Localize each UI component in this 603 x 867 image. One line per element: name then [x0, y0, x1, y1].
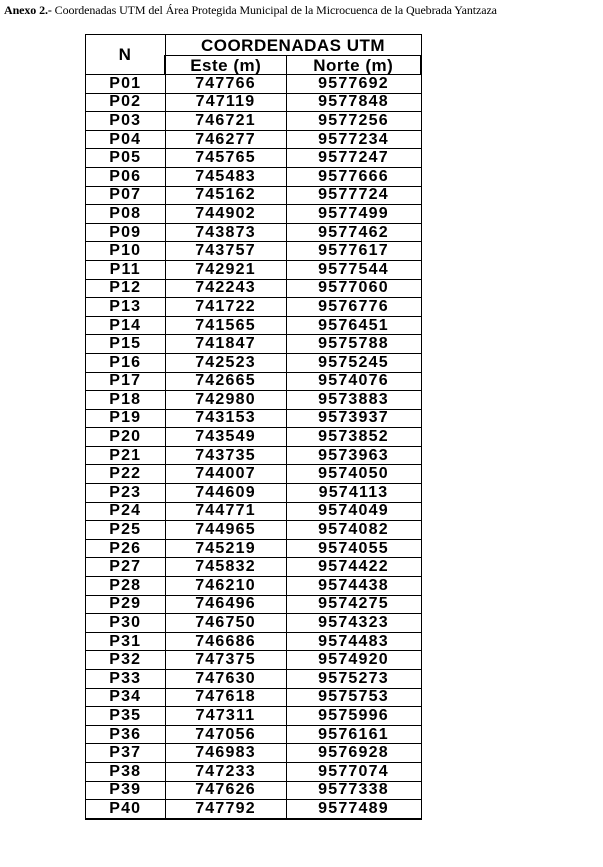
- point-id-cell: P13: [86, 298, 166, 317]
- table-row: [86, 725, 422, 744]
- norte-cell: 9574275: [286, 595, 421, 614]
- table-row: [86, 614, 422, 633]
- point-id-cell: P12: [86, 279, 166, 298]
- table-row: [86, 353, 422, 372]
- table-row: [86, 744, 422, 763]
- table-row: [86, 149, 422, 168]
- point-id-cell: P40: [86, 800, 166, 819]
- point-id-cell: P39: [86, 781, 166, 800]
- table-row: [86, 781, 422, 800]
- este-cell: 747792: [165, 800, 286, 819]
- este-cell: 747375: [165, 651, 286, 670]
- norte-cell: 9577489: [286, 800, 421, 819]
- norte-cell: 9577666: [286, 167, 421, 186]
- norte-cell: 9577462: [286, 223, 421, 242]
- table-row: [86, 502, 422, 521]
- table-row: [86, 167, 422, 186]
- point-id-cell: P11: [86, 260, 166, 279]
- point-id-cell: P29: [86, 595, 166, 614]
- point-id-cell: P14: [86, 316, 166, 335]
- norte-cell: 9575996: [286, 707, 421, 726]
- norte-cell: 9574422: [286, 558, 421, 577]
- point-id-cell: P26: [86, 539, 166, 558]
- este-cell: 744771: [165, 502, 286, 521]
- table-row: [86, 446, 422, 465]
- table-row: [86, 75, 422, 94]
- header-n: N: [86, 35, 166, 75]
- point-id-cell: P33: [86, 670, 166, 689]
- point-id-cell: P16: [86, 353, 166, 372]
- este-cell: 744902: [165, 205, 286, 224]
- point-id-cell: P10: [86, 242, 166, 261]
- este-cell: 742921: [165, 260, 286, 279]
- table-row: [86, 539, 422, 558]
- este-cell: 741722: [165, 298, 286, 317]
- norte-cell: 9577724: [286, 186, 421, 205]
- norte-cell: 9576451: [286, 316, 421, 335]
- table-row: [86, 316, 422, 335]
- este-cell: 747766: [165, 75, 286, 94]
- point-id-cell: P25: [86, 521, 166, 540]
- este-cell: 746983: [165, 744, 286, 763]
- este-cell: 743873: [165, 223, 286, 242]
- point-id-cell: P38: [86, 762, 166, 781]
- point-id-cell: P37: [86, 744, 166, 763]
- point-id-cell: P08: [86, 205, 166, 224]
- table-row: [86, 595, 422, 614]
- point-id-cell: P07: [86, 186, 166, 205]
- este-cell: 747630: [165, 670, 286, 689]
- norte-cell: 9577338: [286, 781, 421, 800]
- table-row: [86, 558, 422, 577]
- este-cell: 746750: [165, 614, 286, 633]
- norte-cell: 9574920: [286, 651, 421, 670]
- caption-text: Coordenadas UTM del Área Protegida Municipal de la Microcuenca de la Quebrada Yantzaza: [54, 3, 497, 17]
- norte-cell: 9577617: [286, 242, 421, 261]
- este-cell: 741565: [165, 316, 286, 335]
- table-row: [86, 372, 422, 391]
- este-cell: 746686: [165, 632, 286, 651]
- norte-cell: 9577256: [286, 112, 421, 131]
- norte-cell: 9577234: [286, 130, 421, 149]
- norte-cell: 9573883: [286, 391, 421, 410]
- norte-cell: 9573852: [286, 428, 421, 447]
- este-cell: 745765: [165, 149, 286, 168]
- norte-cell: 9574076: [286, 372, 421, 391]
- table-row: [86, 465, 422, 484]
- point-id-cell: P35: [86, 707, 166, 726]
- este-cell: 747056: [165, 725, 286, 744]
- point-id-cell: P05: [86, 149, 166, 168]
- este-cell: 744965: [165, 521, 286, 540]
- norte-cell: 9576776: [286, 298, 421, 317]
- point-id-cell: P32: [86, 651, 166, 670]
- este-cell: 746496: [165, 595, 286, 614]
- norte-cell: 9574082: [286, 521, 421, 540]
- table-row: [86, 279, 422, 298]
- table-row: [86, 112, 422, 131]
- point-id-cell: P04: [86, 130, 166, 149]
- table-row: [86, 521, 422, 540]
- point-id-cell: P17: [86, 372, 166, 391]
- este-cell: 746210: [165, 577, 286, 596]
- norte-cell: 9577692: [286, 75, 421, 94]
- table-row: [86, 186, 422, 205]
- table-row: [86, 242, 422, 261]
- este-cell: 741847: [165, 335, 286, 354]
- caption-label: Anexo 2.-: [4, 3, 52, 17]
- document-caption: [4, 3, 497, 18]
- este-cell: 744007: [165, 465, 286, 484]
- table-row: [86, 130, 422, 149]
- table-row: [86, 577, 422, 596]
- norte-cell: 9574438: [286, 577, 421, 596]
- point-id-cell: P06: [86, 167, 166, 186]
- norte-cell: 9574050: [286, 465, 421, 484]
- norte-cell: 9577499: [286, 205, 421, 224]
- point-id-cell: P21: [86, 446, 166, 465]
- point-id-cell: P24: [86, 502, 166, 521]
- utm-coordinates-table: [85, 34, 422, 820]
- table-row: [86, 409, 422, 428]
- point-id-cell: P20: [86, 428, 166, 447]
- point-id-cell: P31: [86, 632, 166, 651]
- norte-cell: 9577060: [286, 279, 421, 298]
- norte-cell: 9577848: [286, 93, 421, 112]
- table-row: [86, 260, 422, 279]
- table-row: [86, 651, 422, 670]
- norte-cell: 9575788: [286, 335, 421, 354]
- table-row: [86, 484, 422, 503]
- point-id-cell: P30: [86, 614, 166, 633]
- header-norte: Norte (m): [286, 56, 421, 75]
- table-header: [86, 35, 422, 75]
- este-cell: 746721: [165, 112, 286, 131]
- table-row: [86, 632, 422, 651]
- este-cell: 743549: [165, 428, 286, 447]
- point-id-cell: P09: [86, 223, 166, 242]
- norte-cell: 9577247: [286, 149, 421, 168]
- table-row: [86, 670, 422, 689]
- point-id-cell: P02: [86, 93, 166, 112]
- este-cell: 742523: [165, 353, 286, 372]
- este-cell: 747618: [165, 688, 286, 707]
- este-cell: 747119: [165, 93, 286, 112]
- este-cell: 743757: [165, 242, 286, 261]
- este-cell: 747626: [165, 781, 286, 800]
- norte-cell: 9576928: [286, 744, 421, 763]
- este-cell: 745162: [165, 186, 286, 205]
- norte-cell: 9574323: [286, 614, 421, 633]
- table-body: [86, 75, 422, 819]
- table-row: [86, 298, 422, 317]
- table-row: [86, 335, 422, 354]
- point-id-cell: P27: [86, 558, 166, 577]
- table-row: [86, 707, 422, 726]
- este-cell: 745832: [165, 558, 286, 577]
- point-id-cell: P03: [86, 112, 166, 131]
- table-row: [86, 223, 422, 242]
- norte-cell: 9577544: [286, 260, 421, 279]
- este-cell: 747233: [165, 762, 286, 781]
- point-id-cell: P23: [86, 484, 166, 503]
- norte-cell: 9575753: [286, 688, 421, 707]
- table-row: [86, 800, 422, 819]
- norte-cell: 9574483: [286, 632, 421, 651]
- norte-cell: 9576161: [286, 725, 421, 744]
- este-cell: 743735: [165, 446, 286, 465]
- norte-cell: 9574055: [286, 539, 421, 558]
- point-id-cell: P19: [86, 409, 166, 428]
- este-cell: 746277: [165, 130, 286, 149]
- table-row: [86, 428, 422, 447]
- este-cell: 742243: [165, 279, 286, 298]
- norte-cell: 9575245: [286, 353, 421, 372]
- este-cell: 745483: [165, 167, 286, 186]
- table-row: [86, 762, 422, 781]
- table-row: [86, 391, 422, 410]
- norte-cell: 9573937: [286, 409, 421, 428]
- este-cell: 742980: [165, 391, 286, 410]
- point-id-cell: P28: [86, 577, 166, 596]
- norte-cell: 9574049: [286, 502, 421, 521]
- este-cell: 747311: [165, 707, 286, 726]
- norte-cell: 9575273: [286, 670, 421, 689]
- norte-cell: 9574113: [286, 484, 421, 503]
- point-id-cell: P34: [86, 688, 166, 707]
- este-cell: 742665: [165, 372, 286, 391]
- norte-cell: 9577074: [286, 762, 421, 781]
- point-id-cell: P22: [86, 465, 166, 484]
- header-este: Este (m): [165, 56, 286, 75]
- point-id-cell: P18: [86, 391, 166, 410]
- este-cell: 743153: [165, 409, 286, 428]
- table-row: [86, 205, 422, 224]
- point-id-cell: P15: [86, 335, 166, 354]
- point-id-cell: P36: [86, 725, 166, 744]
- este-cell: 745219: [165, 539, 286, 558]
- table-row: [86, 688, 422, 707]
- header-row-top: [86, 35, 422, 56]
- header-coordenadas-utm: COORDENADAS UTM: [165, 35, 421, 56]
- este-cell: 744609: [165, 484, 286, 503]
- norte-cell: 9573963: [286, 446, 421, 465]
- table-row: [86, 93, 422, 112]
- point-id-cell: P01: [86, 75, 166, 94]
